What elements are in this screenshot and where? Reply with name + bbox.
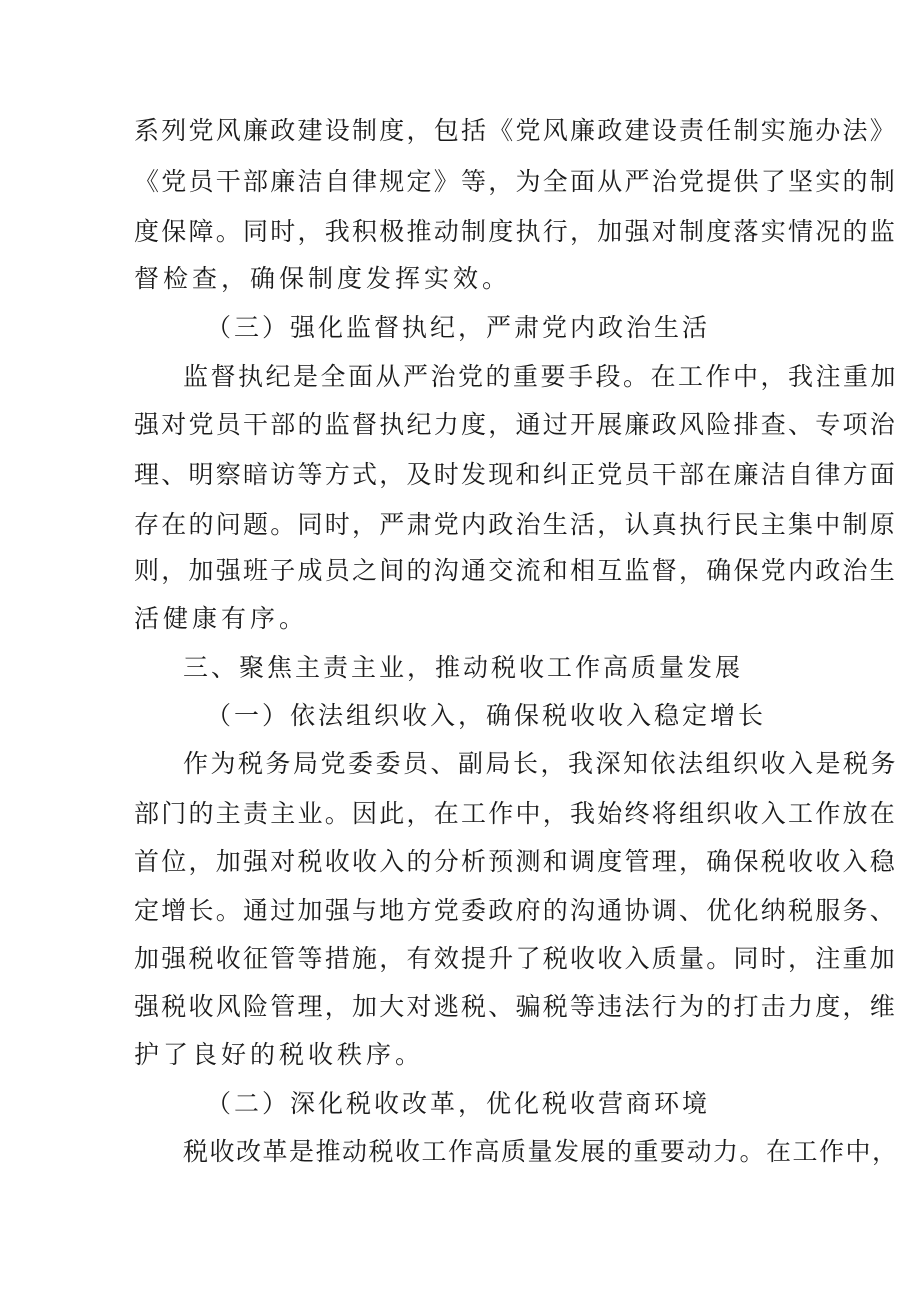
section-heading: （三）强化监督执纪，严肃党内政治生活	[206, 313, 711, 342]
paragraph-line: 存在的问题。同时，严肃党内政治生活，认真执行民主集中制原	[134, 510, 898, 539]
chapter-heading: 三、聚焦主责主业，推动税收工作高质量发展	[183, 653, 744, 682]
paragraph-line: 则，加强班子成员之间的沟通交流和相互监督，确保党内政治生	[134, 556, 898, 585]
paragraph-line: 护了良好的税收秩序。	[134, 1040, 425, 1069]
paragraph-line: 活健康有序。	[134, 604, 309, 633]
paragraph-line: 度保障。同时，我积极推动制度执行，加强对制度落实情况的监	[134, 217, 898, 246]
paragraph-line: 理、明察暗访等方式，及时发现和纠正党员干部在廉洁自律方面	[134, 460, 898, 489]
paragraph-line: 强对党员干部的监督执纪力度，通过开展廉政风险排查、专项治	[134, 410, 898, 439]
paragraph-line: 定增长。通过加强与地方党委政府的沟通协调、优化纳税服务、	[134, 896, 898, 925]
paragraph-line: 督检查，确保制度发挥实效。	[134, 264, 512, 293]
paragraph-line: 作为税务局党委委员、副局长，我深知依法组织收入是税务	[183, 749, 899, 778]
paragraph-line: 《党员干部廉洁自律规定》等，为全面从严治党提供了坚实的制	[134, 167, 898, 196]
paragraph-line: 加强税收征管等措施，有效提升了税收收入质量。同时，注重加	[134, 944, 898, 973]
paragraph-line: 部门的主责主业。因此，在工作中，我始终将组织收入工作放在	[134, 799, 898, 828]
section-heading: （一）依法组织收入，确保税收收入稳定增长	[206, 701, 767, 730]
paragraph-line: 监督执纪是全面从严治党的重要手段。在工作中，我注重加	[183, 362, 899, 391]
section-heading: （二）深化税收改革，优化税收营商环境	[206, 1089, 711, 1118]
paragraph-line: 强税收风险管理，加大对逃税、骗税等违法行为的打击力度，维	[134, 992, 898, 1021]
paragraph-line: 首位，加强对税收收入的分析预测和调度管理，确保税收收入稳	[134, 847, 898, 876]
paragraph-line: 系列党风廉政建设制度，包括《党风廉政建设责任制实施办法》	[134, 116, 898, 145]
paragraph-line: 税收改革是推动税收工作高质量发展的重要动力。在工作中，	[183, 1137, 899, 1166]
